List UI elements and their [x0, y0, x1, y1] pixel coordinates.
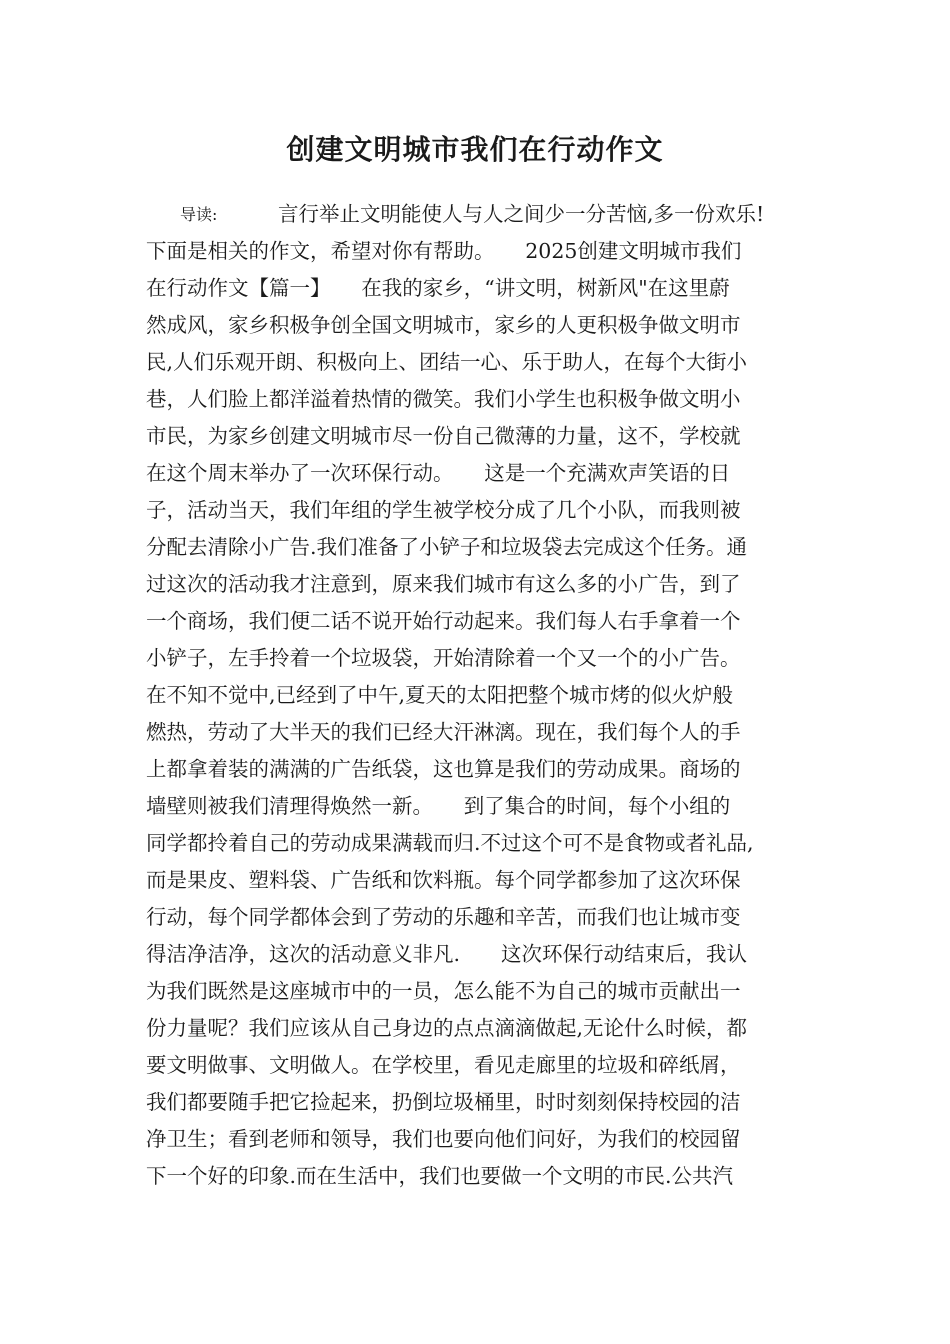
lead-label: 导读:	[180, 205, 218, 224]
first-line	[146, 196, 826, 233]
text-line: 小铲子，左手拎着一个垃圾袋，开始清除着一个又一个的小广告。	[146, 646, 741, 670]
text-line: 行动，每个同学都体会到了劳动的乐趣和辛苦，而我们也让城市变	[146, 905, 741, 929]
text-line: 燃热，劳动了大半天的我们已经大汗淋漓。现在，我们每个人的手	[146, 720, 741, 744]
text-line: 得洁净洁净，这次的活动意义非凡. 这次环保行动结束后，我认	[146, 942, 748, 966]
text-line: 同学都拎着自己的劳动成果满载而归.不过这个可不是食物或者礼品,	[146, 831, 754, 855]
text-line: 分配去清除小广告.我们准备了小铲子和垃圾袋去完成这个任务。通	[146, 535, 748, 559]
text-line: 我们都要随手把它捡起来，扔倒垃圾桶里，时时刻刻保持校园的洁	[146, 1090, 741, 1114]
text-line: 子，活动当天，我们年组的学生被学校分成了几个小队，而我则被	[146, 498, 741, 522]
text-line: 在不知不觉中,已经到了中午,夏天的太阳把整个城市烤的似火炉般	[146, 683, 734, 707]
text-line: 民,人们乐观开朗、积极向上、团结一心、乐于助人，在每个大街小	[146, 350, 748, 374]
document-title: 创建文明城市我们在行动作文	[286, 133, 664, 166]
text-line: 而是果皮、塑料袋、广告纸和饮料瓶。每个同学都参加了这次环保	[146, 868, 741, 892]
text-line: 一个商场，我们便二话不说开始行动起来。我们每人右手拿着一个	[146, 609, 741, 633]
text-line: 巷，人们脸上都洋溢着热情的微笑。我们小学生也积极争做文明小	[146, 387, 741, 411]
text-line: 上都拿着装的满满的广告纸袋，这也算是我们的劳动成果。商场的	[146, 757, 741, 781]
text-line: 净卫生；看到老师和领导，我们也要向他们问好，为我们的校园留	[146, 1127, 741, 1151]
text-line: 在行动作文【篇一】 在我的家乡，“讲文明，树新风"在这里蔚	[146, 276, 730, 300]
document-body	[146, 196, 826, 1195]
text-line: 下一个好的印象.而在生活中，我们也要做一个文明的市民.公共汽	[146, 1164, 734, 1188]
text-line: 墙壁则被我们清理得焕然一新。 到了集合的时间，每个小组的	[146, 794, 731, 818]
first-line-text: 言行举止文明能使人与人之间少一分苦恼,多一份欢乐!	[278, 202, 765, 226]
text-line: 为我们既然是这座城市中的一员，怎么能不为自己的城市贡献出一	[146, 979, 741, 1003]
text-line: 在这个周末举办了一次环保行动。 这是一个充满欢声笑语的日	[146, 461, 731, 485]
text-line: 市民，为家乡创建文明城市尽一份自己微薄的力量，这不，学校就	[146, 424, 741, 448]
text-line: 然成风，家乡积极争创全国文明城市，家乡的人更积极争做文明市	[146, 313, 741, 337]
text-line: 过这次的活动我才注意到，原来我们城市有这么多的小广告，到了	[146, 572, 741, 596]
text-line: 要文明做事、文明做人。在学校里，看见走廊里的垃圾和碎纸屑，	[146, 1053, 741, 1077]
text-line: 份力量呢？我们应该从自己身边的点点滴滴做起,无论什么时候，都	[146, 1016, 748, 1040]
text-line: 下面是相关的作文，希望对你有帮助。 2025创建文明城市我们	[146, 239, 742, 263]
